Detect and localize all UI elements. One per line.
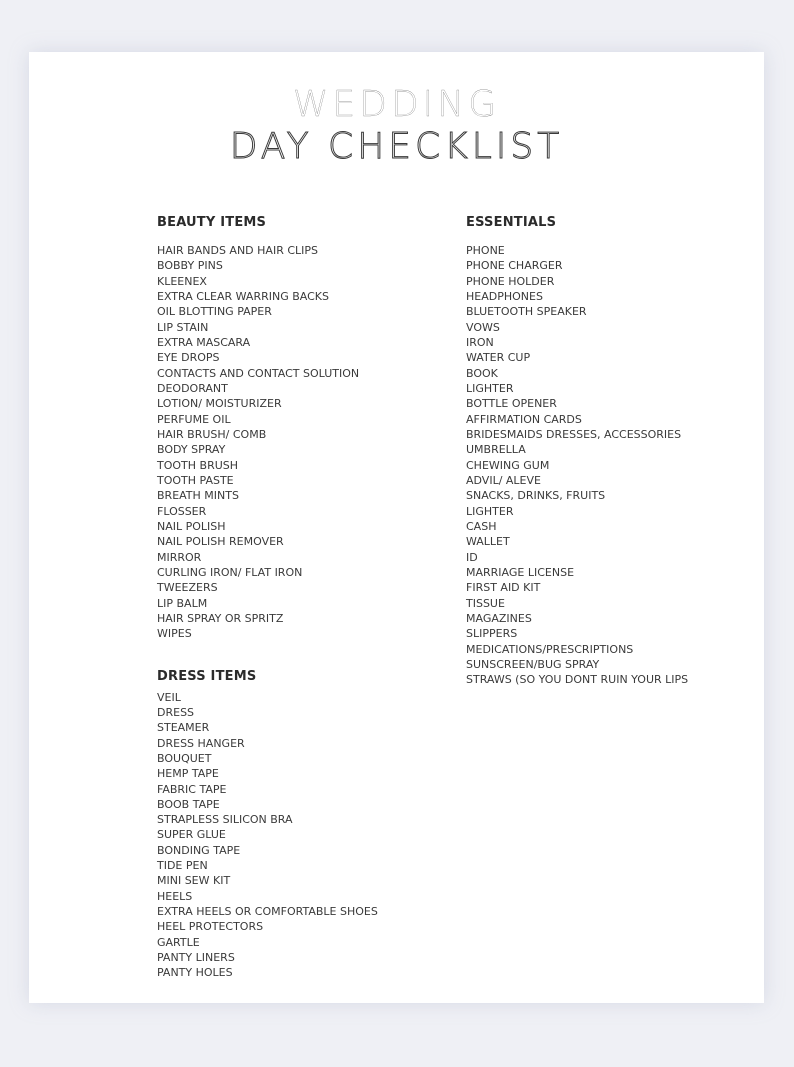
beauty-item: EYE DROPS [157, 351, 220, 365]
beauty-item: BODY SPRAY [157, 443, 226, 457]
dress-item: STRAPLESS SILICON BRA [157, 813, 293, 827]
beauty-item: MIRROR [157, 550, 202, 564]
left-column [157, 214, 457, 981]
dress-item: GARTLE [157, 935, 200, 949]
essentials-item: TISSUE [466, 596, 505, 610]
beauty-item: DEODORANT [157, 381, 228, 395]
checklist-page [29, 52, 764, 1003]
dress-item: BOOB TAPE [157, 797, 220, 811]
essentials-item: BRIDESMAIDS DRESSES, ACCESSORIES [466, 427, 682, 441]
essentials-item: IRON [466, 335, 494, 349]
dress-item: HEELS [157, 889, 193, 903]
beauty-item: KLEENEX [157, 274, 207, 288]
beauty-item: BREATH MINTS [157, 489, 239, 503]
essentials-item: BOOK [466, 366, 498, 380]
essentials-item: CASH [466, 519, 497, 533]
page-title [29, 84, 764, 168]
essentials-item: MARRIAGE LICENSE [466, 565, 575, 579]
dress-item: EXTRA HEELS OR COMFORTABLE SHOES [157, 905, 378, 919]
essentials-item: CHEWING GUM [466, 458, 550, 472]
dress-item: VEIL [157, 690, 181, 704]
essentials-item: LIGHTER [466, 381, 514, 395]
essentials-item: LIGHTER [466, 504, 514, 518]
beauty-item: OIL BLOTTING PAPER [157, 305, 272, 319]
dress-item: DRESS HANGER [157, 736, 245, 750]
beauty-item: WIPES [157, 627, 192, 641]
dress-item: BOUQUET [157, 751, 212, 765]
essentials-item: PHONE HOLDER [466, 274, 555, 288]
title-line-2: DAY CHECKLIST [229, 126, 564, 167]
dress-items-list [157, 690, 457, 981]
essentials-item: WALLET [466, 535, 510, 549]
essentials-item: MAGAZINES [466, 611, 532, 625]
essentials-item: FIRST AID KIT [466, 581, 541, 595]
essentials-item: BLUETOOTH SPEAKER [466, 305, 587, 319]
dress-item: FABRIC TAPE [157, 782, 227, 796]
beauty-item: HAIR SPRAY OR SPRITZ [157, 611, 284, 625]
beauty-item: NAIL POLISH REMOVER [157, 535, 284, 549]
beauty-item: PERFUME OIL [157, 412, 231, 426]
beauty-item: CURLING IRON/ FLAT IRON [157, 565, 303, 579]
essentials-item: SUNSCREEN/BUG SPRAY [466, 657, 600, 671]
beauty-item: FLOSSER [157, 504, 207, 518]
dress-item: BONDING TAPE [157, 843, 241, 857]
beauty-item: HAIR BRUSH/ COMB [157, 427, 267, 441]
dress-item: MINI SEW KIT [157, 874, 231, 888]
essentials-item: BOTTLE OPENER [466, 397, 557, 411]
dress-item: STEAMER [157, 721, 210, 735]
beauty-item: EXTRA CLEAR WARRING BACKS [157, 289, 329, 303]
essentials-item: VOWS [466, 320, 500, 334]
beauty-item: EXTRA MASCARA [157, 335, 251, 349]
beauty-item: TOOTH BRUSH [157, 458, 239, 472]
dress-items-heading: DRESS ITEMS [157, 668, 257, 684]
dress-item: HEMP TAPE [157, 767, 219, 781]
essentials-item: UMBRELLA [466, 443, 526, 457]
dress-item: DRESS [157, 705, 195, 719]
essentials-item: WATER CUP [466, 351, 531, 365]
dress-item: PANTY HOLES [157, 966, 233, 980]
beauty-item: LOTION/ MOISTURIZER [157, 397, 282, 411]
title-line-1: WEDDING [292, 84, 501, 125]
beauty-items-heading: BEAUTY ITEMS [157, 215, 267, 230]
essentials-item: AFFIRMATION CARDS [466, 412, 582, 426]
essentials-item: PHONE CHARGER [466, 259, 563, 273]
beauty-item: TWEEZERS [157, 581, 218, 595]
essentials-item: SNACKS, DRINKS, FRUITS [466, 489, 606, 503]
beauty-item: LIP STAIN [157, 320, 209, 334]
essentials-item: ID [466, 550, 478, 564]
essentials-list [466, 243, 756, 688]
beauty-item: TOOTH PASTE [157, 473, 234, 487]
dress-item: PANTY LINERS [157, 951, 235, 965]
right-column [466, 214, 756, 688]
essentials-item: MEDICATIONS/PRESCRIPTIONS [466, 642, 634, 656]
essentials-item: STRAWS (SO YOU DONT RUIN YOUR LIPS [466, 673, 689, 687]
essentials-item: SLIPPERS [466, 627, 518, 641]
essentials-item: ADVIL/ ALEVE [466, 473, 541, 487]
beauty-items-list [157, 243, 457, 642]
dress-item: SUPER GLUE [157, 828, 226, 842]
dress-item: TIDE PEN [157, 859, 208, 873]
beauty-item: BOBBY PINS [157, 259, 223, 273]
beauty-item: LIP BALM [157, 596, 208, 610]
dress-item: HEEL PROTECTORS [157, 920, 264, 934]
essentials-item: PHONE [466, 244, 505, 257]
beauty-item: HAIR BANDS AND HAIR CLIPS [157, 244, 318, 257]
essentials-heading: ESSENTIALS [466, 215, 557, 230]
beauty-item: NAIL POLISH [157, 519, 226, 533]
essentials-item: HEADPHONES [466, 289, 543, 303]
beauty-item: CONTACTS AND CONTACT SOLUTION [157, 366, 360, 380]
